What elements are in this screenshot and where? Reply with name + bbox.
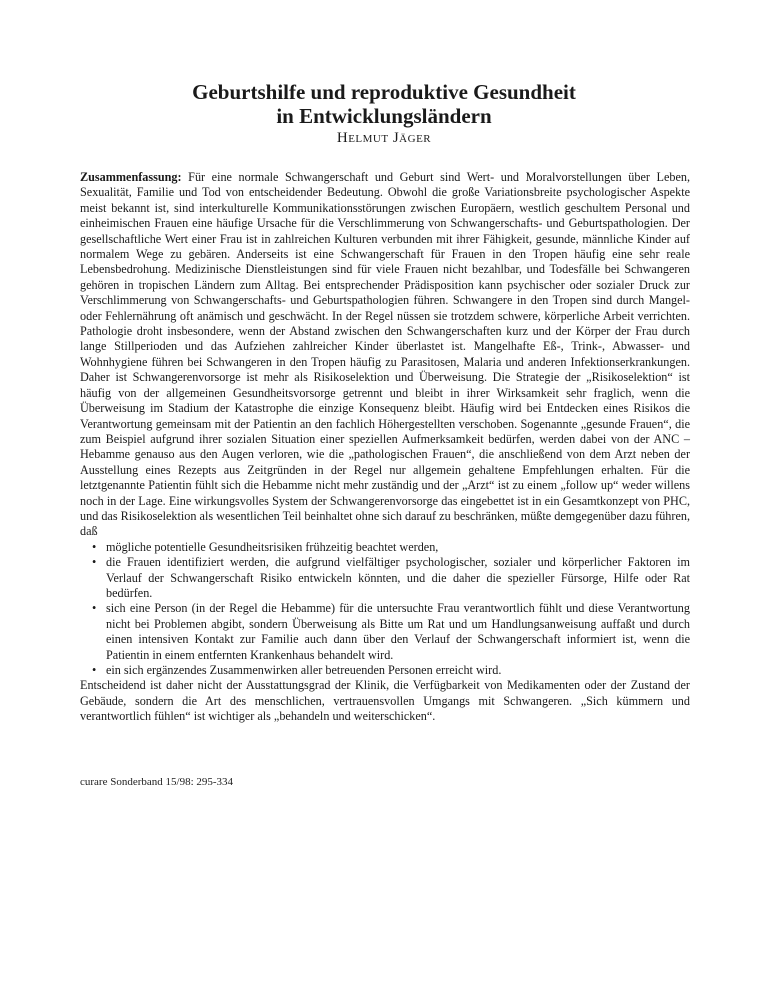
list-item — [92, 663, 690, 678]
citation-footer: curare Sonderband 15/98: 295-334 — [80, 776, 234, 788]
bullet-icon: • — [92, 555, 97, 570]
list-item — [92, 601, 690, 663]
bullet-text: sich eine Person (in der Regel die Hebamme) für die untersuchte Frau verantwortlich fühlt und diese Verantwortung nicht bei Problemen abgibt, sondern Überweisung als Bitte um Rat und um Handlungsanweisung auffaßt und durch einen intensiven Kontakt zur Familie auch dann über den Verlauf der Schwangerschaft informiert ist, wenn die Patientin in einem entfernten Krankenhaus behandelt wird. — [106, 601, 690, 662]
bullet-icon: • — [92, 663, 97, 677]
abstract-intro-paragraph — [80, 170, 690, 540]
title-block — [0, 80, 768, 147]
abstract-conclusion: Entscheidend ist daher nicht der Ausstattungsgrad der Klinik, die Verfügbarkeit von Medikamenten oder der Zustand der Gebäude, sondern die Art des menschlichen, vertrauensvollen Umgangs mit Schwangeren. „Sich kümmern und verantwortlich fühlen“ ist wichtiger als „behandeln und weiterschicken“. — [80, 678, 690, 724]
abstract — [80, 170, 690, 725]
bullet-list — [80, 540, 690, 679]
abstract-label: Zusammenfassung: — [80, 170, 182, 184]
bullet-icon: • — [92, 539, 97, 554]
bullet-icon: • — [92, 601, 97, 616]
bullet-text: die Frauen identifiziert werden, die aufgrund vielfältiger psychologischer, sozialer und körperlicher Faktoren im Verlauf der Schwangerschaft Risiko entwickeln könnten, und die daher die spezieller Fürsorge, Hilfe oder Rat bedürfen. — [106, 555, 690, 600]
bullet-text: mögliche potentielle Gesundheitsrisiken frühzeitig beachtet werden, — [106, 539, 439, 554]
author-name: Helmut Jäger — [336, 130, 432, 146]
title-line-2: in Entwicklungsländern — [276, 104, 492, 128]
bullet-text: ein sich ergänzendes Zusammenwirken aller betreuenden Personen erreicht wird. — [106, 663, 502, 677]
abstract-intro-text: Für eine normale Schwangerschaft und Geburt sind Wert- und Moralvorstellungen über Leben, Sexualität, Familie und Tod von entscheidender Bedeutung. Obwohl die große Variationsbreite psychologischer Aspekte meist bekannt ist, sind interkulturelle Kommunikationsstörungen zwischen Europäern, westlich geschultem Personal und einheimischen Frauen eine häufige Ursache für die Verschlimmerung von Schwangerschafts- und Geburtspathologien. Der gesellschaftliche Wert einer Frau ist in zahlreichen Kulturen verbunden mit ihrer Fähigkeit, gesunde, männliche Kinder auf normalem Wege zu gebären. Anderseits ist eine Schwangerschaft für Frauen in den Tropen häufig eine sehr reale Lebensbedrohung. Medizinische Dienstleistungen sind für viele Frauen nicht bezahlbar, und Todesfälle bei Schwangeren gehören in tropischen Ländern zum Alltag. Bei entsprechender Prädisposition kann psychischer oder sozialer Druck zur Verschlimmerung von Schwangerschafts- und Geburtspathologien führen. Schwangere in den Tropen sind durch Mangel- oder Fehlernährung oft anämisch und geschwächt. In der Regel nüssen sie trotzdem schwere, körperliche Arbeit verrichten. Pathologie droht insbesondere, wenn der Abstand zwischen den Schwangerschaften kurz und der Körper der Frau durch lange Stillperioden und das Aufziehen zahlreicher Kinder überlastet ist. Mangelhafte Eß-, Trink-, Abwasser- und Wohnhygiene führen bei Schwangeren in den Tropen häufig zu Parasitosen, Malaria und anderen Infektionserkrankungen. Daher ist Schwangerenvorsorge ist mehr als Risikoselektion und Überweisung. Die Strategie der „Risikoselektion“ ist häufig von der allgemeinen Gesundheitsvorsorge getrennt und bleibt in ihrer Wirksamkeit sehr fraglich, wenn die Überweisung im Stadium der Katastrophe die einzige Konsequenz bleibt. Häufig wird bei Entdecken eines Risikos die Verantwortung gemeinsam mit der Patientin an den fachlich Höhergestellten verschoben. Sogenannte „gesunde Frauen“, die zum Beispiel aufgrund ihrer sozialen Situation einer speziellen Aufmerksamkeit bedürfen, werden dabei von der ANC – Hebamme genauso aus den Augen verloren, wie die „pathologischen Frauen“, die anschließend von dem Arzt neben der Ausstellung eines Rezepts aus Zeitgründen in der Regel nur allgemein gehaltene Empfehlungen erhalten. Für die letztgenannte Patientin fühlt sich die Hebamme nicht mehr zuständig und der „Arzt“ ist zu einem „follow up“ weder willens noch in der Lage. Eine wirkungsvolles System der Schwangerenvorsorge das eingebettet ist in ein Gesamtkonzept von PHC, und das Risikoselektion als wesentlichen Teil beinhaltet ohne sich darauf zu beschränken, müßte demgegenüber dazu führen, daß — [80, 170, 690, 539]
list-item — [92, 540, 690, 555]
title-line-1: Geburtshilfe und reproduktive Gesundheit — [192, 80, 576, 104]
list-item — [92, 555, 690, 601]
